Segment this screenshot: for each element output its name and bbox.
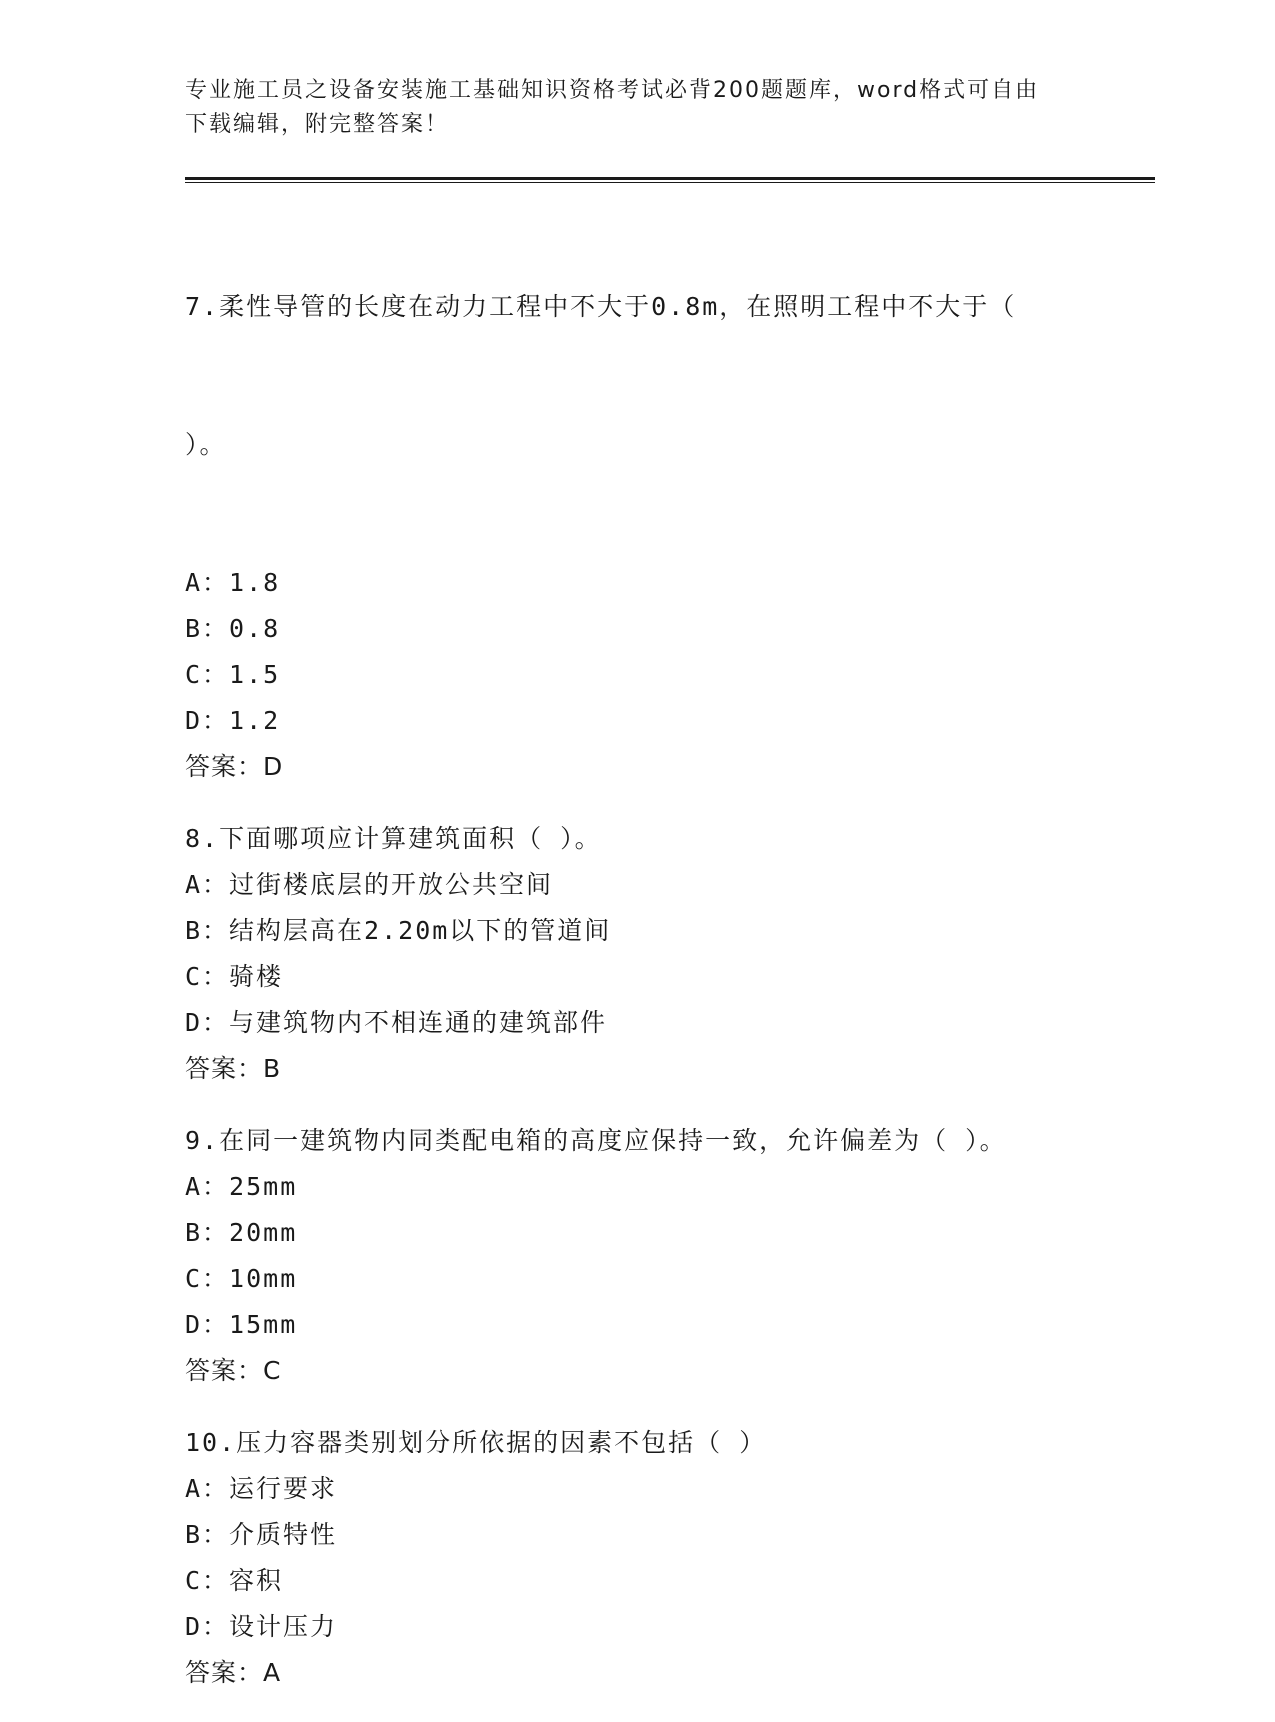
option-a: A：过街楼底层的开放公共空间: [185, 870, 554, 899]
question-stem: 8.下面哪项应计算建筑面积（ ）。: [185, 824, 602, 853]
answer-line: 答案：C: [185, 1356, 282, 1385]
header-divider-thick: [185, 177, 1155, 180]
option-c: C：1.5: [185, 660, 281, 689]
option-a: A：运行要求: [185, 1474, 338, 1503]
question-stem: [185, 192, 1085, 560]
option-c: C：容积: [185, 1566, 284, 1595]
option-b: B：0.8: [185, 614, 281, 643]
question-8: [185, 816, 1085, 1091]
option-b: B：结构层高在2.20m以下的管道间: [185, 916, 612, 945]
option-d: D：15mm: [185, 1310, 298, 1339]
question-stem: 10.压力容器类别划分所依据的因素不包括（ ）: [185, 1428, 767, 1457]
question-stem-line: ）。: [185, 430, 227, 459]
question-list: [185, 192, 1085, 1722]
question-stem-line: 7.柔性导管的长度在动力工程中不大于0.8m，在照明工程中不大于（: [185, 292, 1017, 321]
question-stem: 9.在同一建筑物内同类配电箱的高度应保持一致，允许偏差为（ ）。: [185, 1126, 1007, 1155]
answer-line: 答案：B: [185, 1054, 282, 1083]
question-7: [185, 192, 1085, 789]
question-9: [185, 1118, 1085, 1393]
answer-line: 答案：D: [185, 752, 284, 781]
question-10: [185, 1420, 1085, 1695]
answer-line: 答案：A: [185, 1658, 282, 1687]
document-header: [185, 74, 1065, 142]
option-a: A：25mm: [185, 1172, 298, 1201]
option-d: D：设计压力: [185, 1612, 338, 1641]
header-divider-thin: [185, 182, 1155, 183]
option-d: D：与建筑物内不相连通的建筑部件: [185, 1008, 608, 1037]
option-c: C：10mm: [185, 1264, 298, 1293]
option-b: B：20mm: [185, 1218, 298, 1247]
header-line-2: 下载编辑，附完整答案！: [185, 112, 450, 137]
option-b: B：介质特性: [185, 1520, 338, 1549]
option-a: A：1.8: [185, 568, 281, 597]
option-d: D：1.2: [185, 706, 281, 735]
header-line-1: 专业施工员之设备安装施工基础知识资格考试必背200题题库，word格式可自由: [185, 78, 1040, 103]
option-c: C：骑楼: [185, 962, 284, 991]
